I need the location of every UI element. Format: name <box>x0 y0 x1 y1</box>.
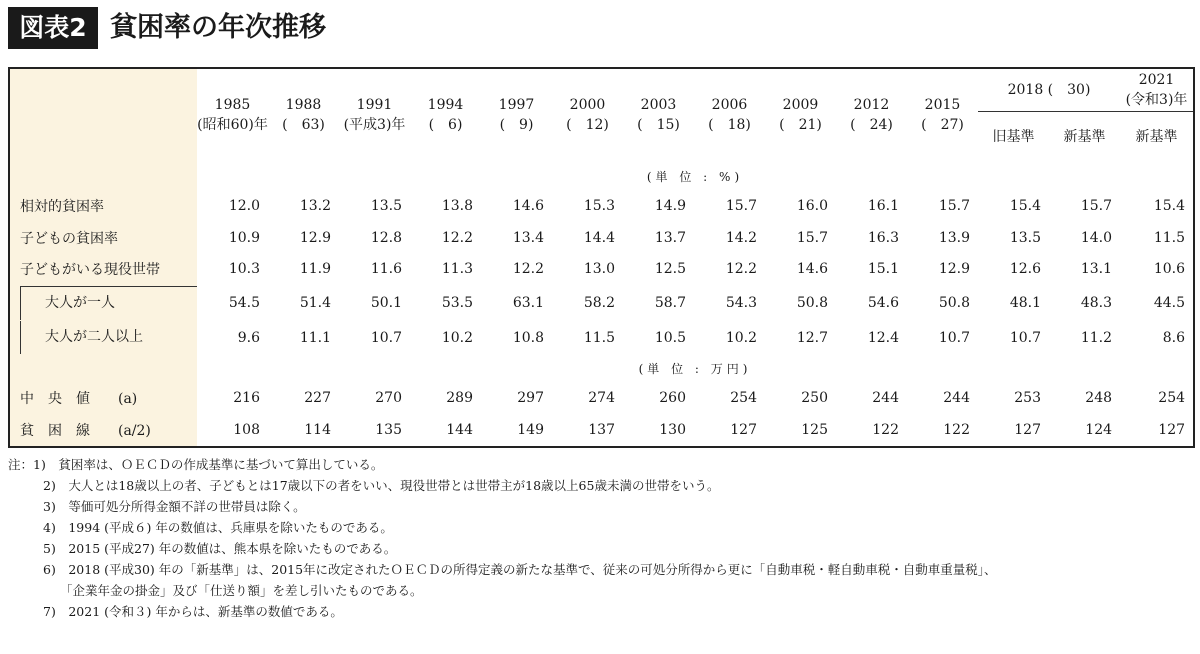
value-cell: 15.7 <box>938 198 970 215</box>
value-cell: 13.1 <box>1080 261 1113 278</box>
value-cell: 12.4 <box>867 329 899 346</box>
year-header <box>907 68 978 162</box>
year-header <box>410 68 481 162</box>
header-row <box>9 68 1194 111</box>
value-cell: 12.9 <box>299 229 331 246</box>
value-cell: 51.4 <box>299 294 331 311</box>
value-cell: 50.8 <box>796 294 828 311</box>
value-cell: 114 <box>304 421 331 438</box>
value-cell: 10.7 <box>370 329 402 346</box>
value-cell: 216 <box>233 389 260 406</box>
table-row <box>9 285 1194 321</box>
row-label: 大人が一人 <box>20 286 197 320</box>
value-cell: 54.3 <box>725 294 757 311</box>
year-label: 2003 <box>640 97 677 114</box>
value-cell: 12.6 <box>1009 261 1041 278</box>
row-label-cell <box>9 254 197 285</box>
value-cell: 11.6 <box>370 261 402 278</box>
value-cell: 244 <box>943 389 970 406</box>
value-cell: 10.5 <box>654 329 686 346</box>
old-standard-label: 旧基準 <box>978 111 1049 161</box>
value-cell: 250 <box>801 389 828 406</box>
value-cell: 10.7 <box>1009 329 1041 346</box>
value-cell: 13.9 <box>938 229 970 246</box>
value-cell: 15.1 <box>867 261 899 278</box>
value-cell: 11.2 <box>1080 329 1113 346</box>
year-label: 1985 <box>214 97 251 114</box>
value-cell: 108 <box>233 421 260 438</box>
value-cell: 48.3 <box>1080 294 1113 311</box>
value-cell: 58.7 <box>654 294 686 311</box>
corner-cell <box>9 68 197 162</box>
value-cell: 125 <box>801 421 828 438</box>
value-cell: 12.8 <box>370 229 402 246</box>
value-cell: 11.9 <box>299 261 331 278</box>
note-line: 6) 2018 (平成30) 年の「新基準」は、2015年に改定されたＯＥＣＤの所得定義の新たな基準で、従来の可処分所得から更に「自動車税・軽自動車税・自動車重量税」、 <box>43 562 997 577</box>
value-cell: 15.4 <box>1009 198 1041 215</box>
era-label: ( 21) <box>779 117 822 134</box>
value-cell: 137 <box>588 421 615 438</box>
value-cell: 260 <box>659 389 686 406</box>
value-cell: 12.2 <box>725 261 757 278</box>
era-label: ( 24) <box>850 117 893 134</box>
value-cell: 10.9 <box>228 229 260 246</box>
value-cell: 124 <box>1085 421 1113 438</box>
table-row <box>9 320 1194 355</box>
value-cell: 227 <box>304 389 331 406</box>
value-cell: 130 <box>659 421 686 438</box>
value-cell: 127 <box>730 421 757 438</box>
era-label: ( 6) <box>428 117 463 134</box>
new-standard-label: 新基準 <box>1049 111 1120 161</box>
value-cell: 10.2 <box>441 329 473 346</box>
value-cell: 14.6 <box>796 261 828 278</box>
era-label: ( 15) <box>637 117 680 134</box>
year-label: 2000 <box>569 97 606 114</box>
year-header <box>765 68 836 162</box>
value-cell: 127 <box>1014 421 1041 438</box>
value-cell: 14.4 <box>583 229 615 246</box>
value-cell: 297 <box>517 389 544 406</box>
value-cell: 16.1 <box>867 198 899 215</box>
year-label: 2012 <box>853 97 890 114</box>
year-header <box>268 68 339 162</box>
value-cell: 12.0 <box>228 198 260 215</box>
row-label: 相対的貧困率 <box>20 199 104 216</box>
value-cell: 127 <box>1158 421 1186 438</box>
page-title: 貧困率の年次推移 <box>110 12 326 43</box>
value-cell: 10.7 <box>938 329 970 346</box>
value-cell: 11.5 <box>583 329 615 346</box>
value-cell: 144 <box>446 421 473 438</box>
table-row <box>9 191 1194 222</box>
value-cell: 10.8 <box>512 329 544 346</box>
value-cell: 10.2 <box>725 329 757 346</box>
value-cell: 122 <box>872 421 899 438</box>
era-label: ( 9) <box>499 117 534 134</box>
note-line: 2) 大人とは18歳以上の者、子どもとは17歳以下の者をいい、現役世帯とは世帯主が18歳以上65歳未満の世帯をいう。 <box>43 478 720 493</box>
value-cell: 11.5 <box>1153 229 1186 246</box>
unit-label: (単 位 : 万円) <box>638 362 752 377</box>
year-label: 2006 <box>711 97 748 114</box>
year-header <box>836 68 907 162</box>
value-cell: 50.8 <box>938 294 970 311</box>
value-cell: 53.5 <box>441 294 473 311</box>
era-label: ( 27) <box>921 117 964 134</box>
row-label: 子どもの貧困率 <box>20 230 118 247</box>
figure-badge: 図表2 <box>8 7 98 49</box>
value-cell: 15.7 <box>725 198 757 215</box>
era-label: (昭和60)年 <box>197 117 268 134</box>
row-label-cell <box>9 285 197 321</box>
note-line: 4) 1994 (平成６) 年の数値は、兵庫県を除いたものである。 <box>43 520 393 535</box>
value-cell: 14.0 <box>1080 229 1113 246</box>
note-line: 5) 2015 (平成27) 年の数値は、熊本県を除いたものである。 <box>43 541 397 556</box>
value-cell: 13.5 <box>370 198 402 215</box>
year-header <box>339 68 410 162</box>
year-2021-header <box>1120 68 1194 111</box>
label-cell <box>9 162 197 191</box>
value-cell: 12.2 <box>512 261 544 278</box>
value-cell: 10.3 <box>228 261 260 278</box>
unit-row <box>9 355 1194 382</box>
year-header <box>197 68 268 162</box>
value-cell: 10.6 <box>1153 261 1186 278</box>
value-cell: 12.2 <box>441 229 473 246</box>
era-label: ( 63) <box>282 117 325 134</box>
table-row <box>9 254 1194 285</box>
value-cell: 289 <box>446 389 473 406</box>
year-header <box>694 68 765 162</box>
value-cell: 14.6 <box>512 198 544 215</box>
value-cell: 63.1 <box>512 294 544 311</box>
value-cell: 12.9 <box>938 261 970 278</box>
row-label: 大人が二人以上 <box>20 321 197 354</box>
value-cell: 149 <box>517 421 544 438</box>
value-cell: 58.2 <box>583 294 615 311</box>
note-line: 3) 等価可処分所得金額不詳の世帯員は除く。 <box>43 499 306 514</box>
value-cell: 15.3 <box>583 198 615 215</box>
value-cell: 254 <box>1158 389 1186 406</box>
era-label: ( 18) <box>708 117 751 134</box>
row-label-cell <box>9 382 197 413</box>
value-cell: 13.0 <box>583 261 615 278</box>
row-label: 貧 困 線 (a/2) <box>20 422 151 439</box>
value-cell: 13.2 <box>299 198 331 215</box>
year-label: 1994 <box>427 97 464 114</box>
value-cell: 8.6 <box>1162 329 1186 346</box>
year-label: 2009 <box>782 97 819 114</box>
row-label-cell <box>9 191 197 222</box>
value-cell: 270 <box>375 389 402 406</box>
value-cell: 274 <box>588 389 615 406</box>
row-label: 中 央 値 (a) <box>20 390 138 407</box>
row-label-cell <box>9 413 197 447</box>
era-label: (平成3)年 <box>343 117 406 134</box>
value-cell: 54.5 <box>228 294 260 311</box>
value-cell: 254 <box>730 389 757 406</box>
value-cell: 253 <box>1014 389 1041 406</box>
era-label: (令和3)年 <box>1125 91 1188 108</box>
value-cell: 12.5 <box>654 261 686 278</box>
year-header <box>552 68 623 162</box>
year-label: 1991 <box>356 97 393 114</box>
value-cell: 48.1 <box>1009 294 1041 311</box>
value-cell: 9.6 <box>237 329 260 346</box>
row-label: 子どもがいる現役世帯 <box>20 262 160 279</box>
value-cell: 13.5 <box>1009 229 1041 246</box>
value-cell: 248 <box>1085 389 1113 406</box>
year-label: 2015 <box>924 97 961 114</box>
year-header <box>481 68 552 162</box>
value-cell: 16.3 <box>867 229 899 246</box>
year-header <box>623 68 694 162</box>
unit-label: (単 位 : %) <box>646 169 744 184</box>
unit-row <box>9 162 1194 191</box>
value-cell: 12.7 <box>796 329 828 346</box>
value-cell: 11.3 <box>441 261 473 278</box>
value-cell: 13.8 <box>441 198 473 215</box>
value-cell: 11.1 <box>299 329 331 346</box>
note-line: 注：1) 貧困率は、ＯＥＣＤの作成基準に基づいて算出している。 <box>8 457 384 472</box>
value-cell: 15.7 <box>796 229 828 246</box>
poverty-rate-table <box>8 67 1195 448</box>
value-cell: 244 <box>872 389 899 406</box>
year-label: 1988 <box>285 97 322 114</box>
value-cell: 15.4 <box>1153 198 1186 215</box>
label-cell <box>9 355 197 382</box>
value-cell: 122 <box>943 421 970 438</box>
value-cell: 15.7 <box>1080 198 1113 215</box>
era-label: ( 12) <box>566 117 609 134</box>
notes <box>8 454 1193 622</box>
row-label-cell <box>9 320 197 355</box>
value-cell: 44.5 <box>1153 294 1186 311</box>
value-cell: 135 <box>375 421 402 438</box>
year-label: 2021 <box>1138 71 1175 88</box>
note-line: 「企業年金の掛金」及び「仕送り額」を差し引いたものである。 <box>60 583 423 598</box>
value-cell: 16.0 <box>796 198 828 215</box>
value-cell: 14.2 <box>725 229 757 246</box>
value-cell: 50.1 <box>370 294 402 311</box>
new-standard-label: 新基準 <box>1120 111 1194 161</box>
year-label: 1997 <box>498 97 535 114</box>
value-cell: 14.9 <box>654 198 686 215</box>
table-row <box>9 222 1194 253</box>
row-label-cell <box>9 222 197 253</box>
value-cell: 13.7 <box>654 229 686 246</box>
table-row <box>9 382 1194 413</box>
table-row <box>9 413 1194 447</box>
value-cell: 13.4 <box>512 229 544 246</box>
year-2018-header: 2018 ( 30) <box>978 68 1120 111</box>
value-cell: 54.6 <box>867 294 899 311</box>
note-line: 7) 2021 (令和３) 年からは、新基準の数値である。 <box>43 604 343 619</box>
